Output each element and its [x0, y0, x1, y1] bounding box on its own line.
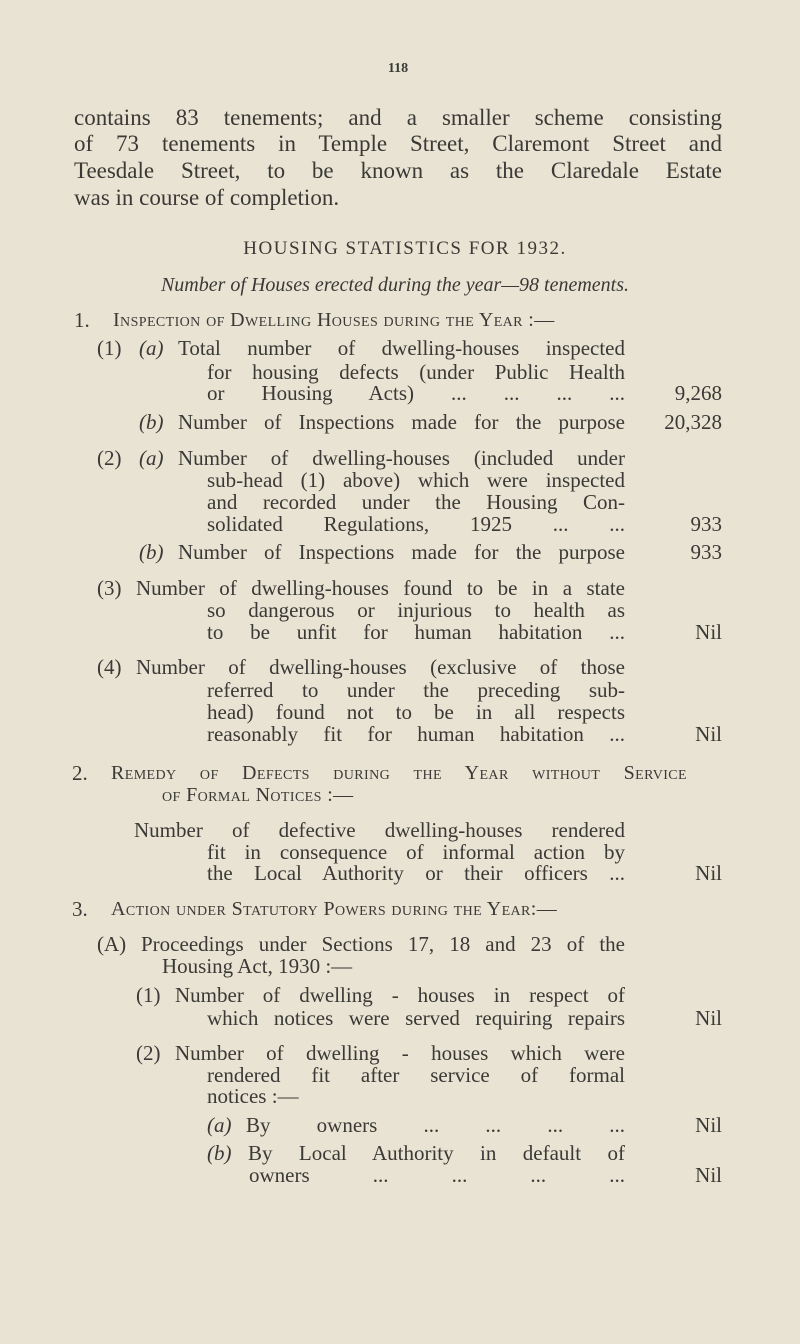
item-text: for housing defects (under Public Health — [207, 360, 625, 384]
item-value: 9,268 — [674, 381, 722, 405]
item-text: the Local Authority or their officers ... — [207, 861, 625, 885]
intro-line: was in course of completion. — [74, 185, 340, 210]
item-text: By Local Authority in default of — [248, 1141, 625, 1165]
item-value: Nil — [695, 1006, 722, 1030]
section-title: of Formal Notices :— — [162, 784, 354, 806]
item-label: (4) — [97, 655, 122, 679]
item-label: (2) — [97, 446, 122, 470]
item-text: which notices were served requiring repairs — [207, 1006, 625, 1030]
section-number: 1. — [74, 308, 90, 332]
intro-line: of 73 tenements in Temple Street, Claremont Street and — [74, 131, 722, 156]
subitem-label: (b) — [139, 410, 164, 434]
item-text: notices :— — [207, 1084, 299, 1108]
item-text: Number of dwelling-houses (exclusive of those — [136, 655, 625, 679]
subitem-label: (a) — [139, 446, 164, 470]
item-text: Number of dwelling-houses found to be in a state — [136, 576, 625, 600]
subitem-label: (a) — [207, 1113, 232, 1137]
item-label: (1) — [136, 983, 161, 1007]
item-value: Nil — [695, 861, 722, 885]
subheading: Number of Houses erected during the year—98 tenements. — [160, 274, 630, 296]
item-text: reasonably fit for human habitation ... — [207, 722, 625, 746]
item-value: 933 — [690, 540, 722, 564]
item-text: so dangerous or injurious to health as — [207, 598, 625, 622]
item-value: Nil — [695, 1163, 722, 1187]
section-title: Remedy of Defects during the Year without Service — [111, 762, 687, 784]
item-text: Number of dwelling-houses (included under — [178, 446, 625, 470]
intro-line: Teesdale Street, to be known as the Claredale Estate — [74, 158, 722, 183]
item-text: fit in consequence of informal action by — [207, 840, 625, 864]
section-number: 2. — [72, 761, 88, 785]
section-title: Action under Statutory Powers during the Year:— — [111, 898, 558, 920]
item-text: Number of dwelling - houses which were — [175, 1041, 625, 1065]
item-text: and recorded under the Housing Con- — [207, 490, 625, 514]
item-text: head) found not to be in all respects — [207, 700, 625, 724]
item-text: By owners ... ... ... ... — [246, 1113, 625, 1137]
subitem-label: (b) — [207, 1141, 232, 1165]
item-text: to be unfit for human habitation ... — [207, 620, 625, 644]
section-heading: HOUSING STATISTICS FOR 1932. — [243, 238, 567, 259]
intro-line: contains 83 tenements; and a smaller scheme consisting — [74, 105, 722, 130]
page-number: 118 — [387, 61, 409, 76]
item-text: owners ... ... ... ... — [249, 1163, 625, 1187]
item-text: Number of Inspections made for the purpose — [178, 540, 625, 564]
subitem-label: (b) — [139, 540, 164, 564]
item-text: referred to under the preceding sub- — [207, 678, 625, 702]
item-text: Housing Act, 1930 :— — [162, 954, 353, 978]
item-label: (2) — [136, 1041, 161, 1065]
subitem-label: (a) — [139, 336, 164, 360]
section-title: Inspection of Dwelling Houses during the Year :— — [113, 309, 555, 331]
item-label: (A) — [97, 932, 127, 956]
item-value: Nil — [695, 620, 722, 644]
item-text: Number of Inspections made for the purpose — [178, 410, 625, 434]
item-text: sub-head (1) above) which were inspected — [207, 468, 625, 492]
item-label: (3) — [97, 576, 122, 600]
section-number: 3. — [72, 897, 88, 921]
item-value: 20,328 — [664, 410, 722, 434]
item-value: Nil — [695, 722, 722, 746]
item-label: (1) — [97, 336, 122, 360]
item-text: or Housing Acts) ... ... ... ... — [207, 381, 625, 405]
item-text: Number of dwelling - houses in respect of — [175, 983, 625, 1007]
item-text: solidated Regulations, 1925 ... ... — [207, 512, 625, 536]
item-text: Number of defective dwelling-houses rendered — [134, 818, 625, 842]
item-text: Total number of dwelling-houses inspected — [178, 336, 625, 360]
item-text: Proceedings under Sections 17, 18 and 23 of the — [141, 932, 625, 956]
item-value: 933 — [690, 512, 722, 536]
item-value: Nil — [695, 1113, 722, 1137]
item-text: rendered fit after service of formal — [207, 1063, 625, 1087]
